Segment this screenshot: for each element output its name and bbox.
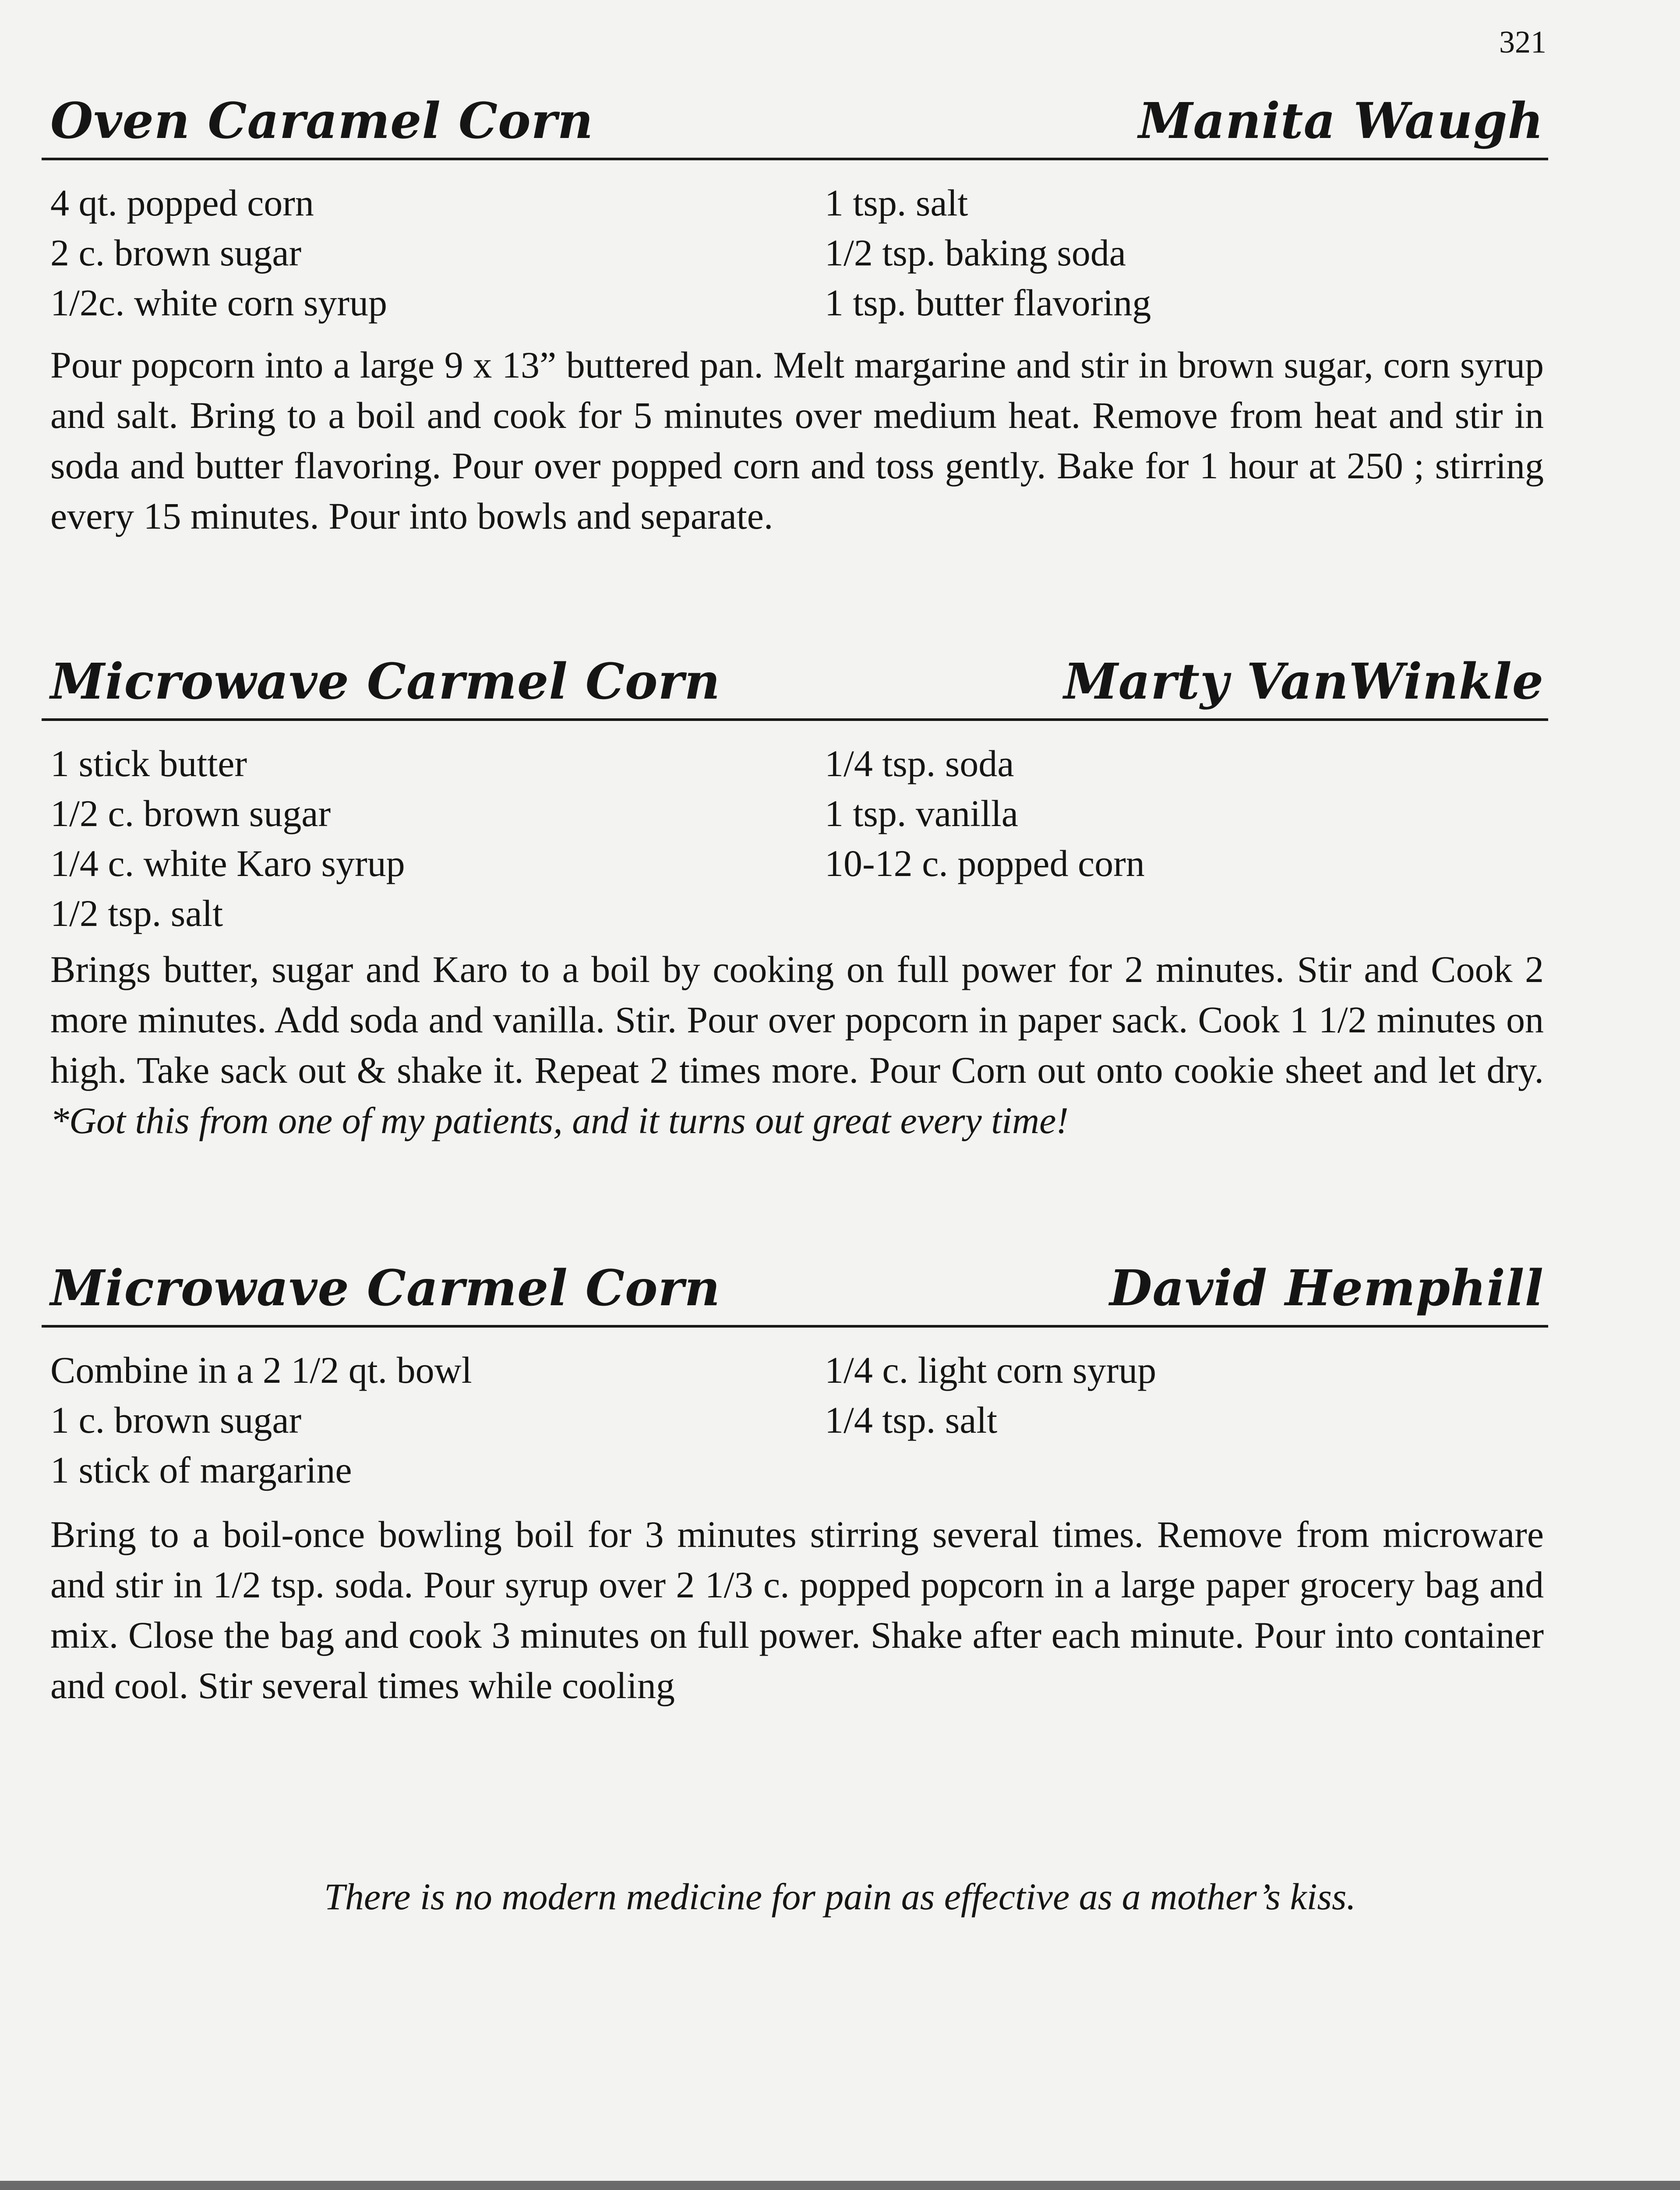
ingredient: 1/2 tsp. baking soda (825, 232, 1126, 274)
ingredient: Combine in a 2 1/2 qt. bowl (50, 1349, 472, 1391)
recipe-author: David Hemphill (1109, 1260, 1544, 1317)
ingredient: 1 c. brown sugar (50, 1399, 302, 1441)
recipe-author: Marty VanWinkle (1063, 653, 1544, 710)
directions-text: Brings butter, sugar and Karo to a boil by cooking on full power for 2 minutes. Stir and Cook 2 more minutes. Add soda and vanilla. Stir. Pour over popcorn in paper sack. Cook 1 1/2 minutes on high. Take sack out & shake it. Repeat 2 times more. Pour Corn out onto cookie sheet and let dry. (50, 948, 1544, 1091)
page-number: 321 (1499, 25, 1546, 60)
recipe-note: *Got this from one of my patients, and it turns out great every time! (50, 1099, 1069, 1141)
ingredient-column-right (825, 178, 1151, 328)
recipe-header (42, 79, 1548, 160)
recipe-header (42, 639, 1548, 721)
ingredient: 1/4 c. white Karo syrup (50, 842, 405, 884)
ingredient-column-right (825, 738, 1145, 888)
ingredient: 2 c. brown sugar (50, 232, 302, 274)
ingredient: 1 tsp. vanilla (825, 792, 1018, 834)
recipe-title: Microwave Carmel Corn (50, 653, 721, 710)
ingredient: 1/2 tsp. salt (50, 892, 223, 934)
recipe-directions: Bring to a boil-once bowling boil for 3 minutes stirring several times. Remove from microware and stir in 1/2 tsp. soda. Pour syrup over 2 1/3 c. popped popcorn in a large paper grocery bag and mix. Close the bag and cook 3 minutes on full power. Shake after each minute. Pour into container and cool. Stir several times while cooling (50, 1513, 1544, 1706)
recipe-title: Microwave Carmel Corn (50, 1260, 721, 1317)
ingredient: 1 stick butter (50, 742, 247, 784)
ingredient: 1/2 c. brown sugar (50, 792, 331, 834)
ingredient-list (42, 178, 1548, 340)
recipe-title: Oven Caramel Corn (50, 92, 594, 150)
ingredient: 1/4 tsp. salt (825, 1399, 998, 1441)
ingredient-column-left (50, 1345, 472, 1495)
ingredient: 10-12 c. popped corn (825, 842, 1145, 884)
recipe-author: Manita Waugh (1138, 92, 1544, 150)
ingredient: 1/4 tsp. soda (825, 742, 1014, 784)
recipe-header (42, 1246, 1548, 1328)
ingredient-list (42, 738, 1548, 944)
recipe-microwave-carmel-corn-vanwinkle (42, 639, 1548, 1146)
ingredient-list (42, 1345, 1548, 1509)
ingredient-column-left (50, 178, 387, 328)
recipe-microwave-carmel-corn-hemphill (42, 1246, 1548, 1711)
ingredient: 1/4 c. light corn syrup (825, 1349, 1157, 1391)
closing-quote: There is no modern medicine for pain as effective as a mother’s kiss. (324, 1876, 1356, 1918)
recipe-directions (50, 944, 1544, 1146)
ingredient-column-left (50, 738, 405, 938)
ingredient: 4 qt. popped corn (50, 182, 314, 224)
ingredient: 1 tsp. salt (825, 182, 968, 224)
page-edge-shadow (0, 2181, 1680, 2190)
ingredient: 1 stick of margarine (50, 1449, 352, 1491)
recipe-oven-caramel-corn (42, 79, 1548, 541)
ingredient: 1 tsp. butter flavoring (825, 282, 1151, 324)
ingredient-column-right (825, 1345, 1156, 1445)
recipe-directions: Pour popcorn into a large 9 x 13” buttered pan. Melt margarine and stir in brown sugar, corn syrup and salt. Bring to a boil and cook for 5 minutes over medium heat. Remove from heat and stir in soda and butter flavoring. Pour over popped corn and toss gently. Bake for 1 hour at 250 ; stirring every 15 minutes. Pour into bowls and separate. (50, 344, 1544, 537)
ingredient: 1/2c. white corn syrup (50, 282, 388, 324)
